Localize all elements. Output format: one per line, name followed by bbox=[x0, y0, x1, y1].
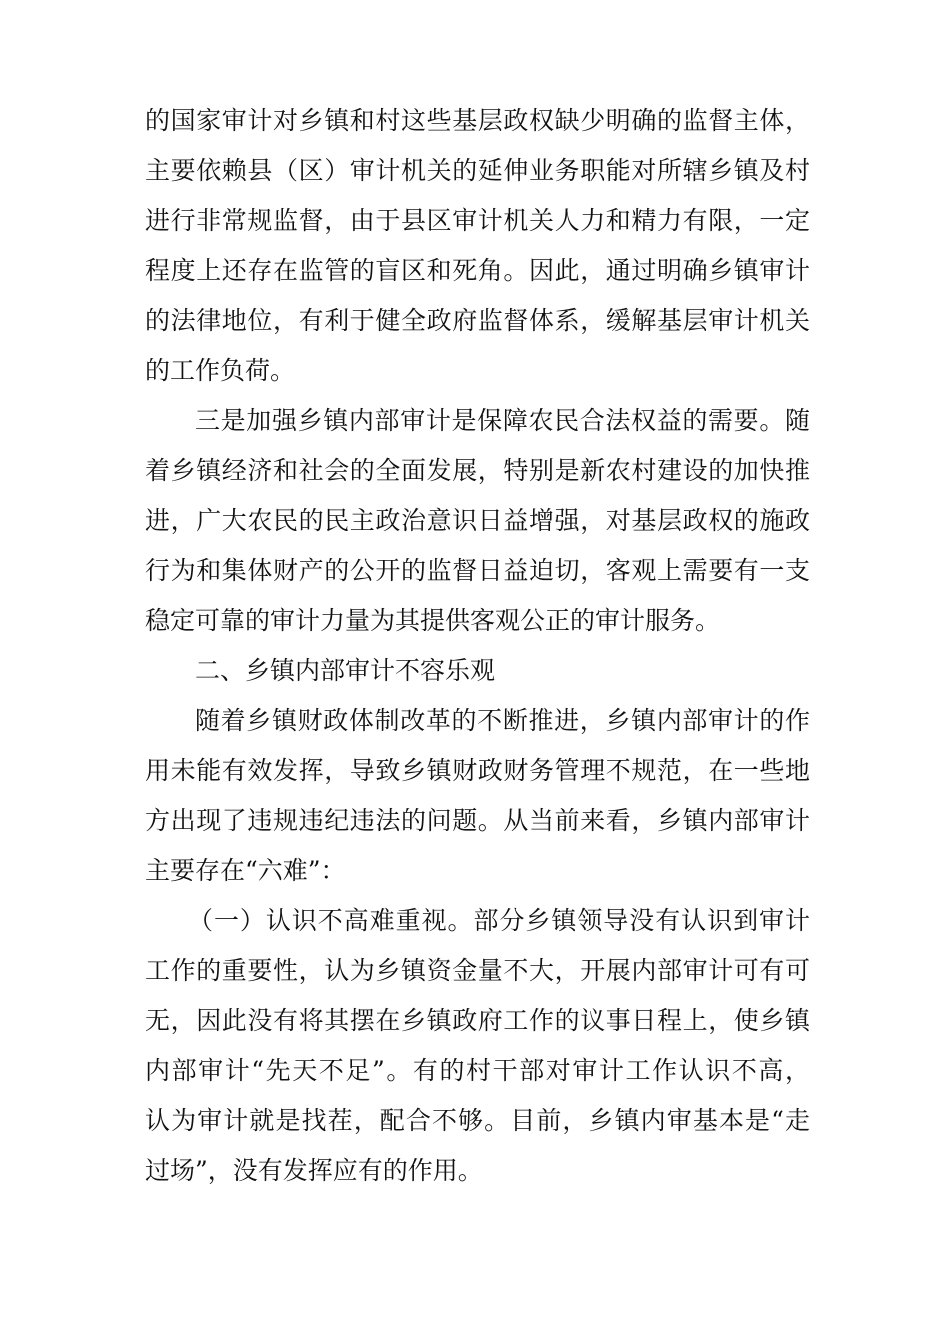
text-line: （一）认识不高难重视。部分乡镇领导没有认识到审计 bbox=[188, 906, 810, 935]
text-line: 进行非常规监督，由于县区审计机关人力和精力有限，一定 bbox=[145, 206, 810, 235]
text-line: 主要存在“六难”： bbox=[145, 856, 346, 885]
heading-text: 二、乡镇内部审计不容乐观 bbox=[195, 656, 496, 685]
text-line: 方出现了违规违纪违法的问题。从当前来看，乡镇内部审计 bbox=[145, 806, 810, 835]
text-line: 稳定可靠的审计力量为其提供客观公正的审计服务。 bbox=[145, 606, 721, 635]
section-heading bbox=[145, 646, 810, 696]
text-line: 的法律地位，有利于健全政府监督体系，缓解基层审计机关 bbox=[145, 306, 810, 335]
text-line: 随着乡镇财政体制改革的不断推进，乡镇内部审计的作 bbox=[195, 706, 810, 735]
text-line: 主要依赖县（区）审计机关的延伸业务职能对所辖乡镇及村 bbox=[145, 156, 810, 185]
paragraph-overview bbox=[145, 696, 810, 896]
text-line: 工作的重要性，认为乡镇资金量不大，开展内部审计可有可 bbox=[145, 956, 810, 985]
paragraph-continuation bbox=[145, 96, 810, 396]
text-line: 内部审计“先天不足”。有的村干部对审计工作认识不高， bbox=[145, 1056, 810, 1085]
text-line: 认为审计就是找茬，配合不够。目前，乡镇内审基本是“走 bbox=[145, 1106, 810, 1135]
text-line: 着乡镇经济和社会的全面发展，特别是新农村建设的加快推 bbox=[145, 456, 810, 485]
text-line: 程度上还存在监管的盲区和死角。因此，通过明确乡镇审计 bbox=[145, 256, 810, 285]
text-line: 的工作负荷。 bbox=[145, 356, 296, 385]
text-line: 过场”，没有发挥应有的作用。 bbox=[145, 1156, 483, 1185]
text-line: 进，广大农民的民主政治意识日益增强，对基层政权的施政 bbox=[145, 506, 810, 535]
text-line: 无，因此没有将其摆在乡镇政府工作的议事日程上，使乡镇 bbox=[145, 1006, 810, 1035]
paragraph-third-point bbox=[145, 396, 810, 646]
text-line: 三是加强乡镇内部审计是保障农民合法权益的需要。随 bbox=[195, 406, 810, 435]
text-line: 的国家审计对乡镇和村这些基层政权缺少明确的监督主体， bbox=[145, 106, 810, 135]
text-line: 行为和集体财产的公开的监督日益迫切，客观上需要有一支 bbox=[145, 556, 810, 585]
text-line: 用未能有效发挥，导致乡镇财政财务管理不规范，在一些地 bbox=[145, 756, 810, 785]
paragraph-point-one bbox=[145, 896, 810, 1196]
document-body bbox=[145, 96, 810, 1196]
